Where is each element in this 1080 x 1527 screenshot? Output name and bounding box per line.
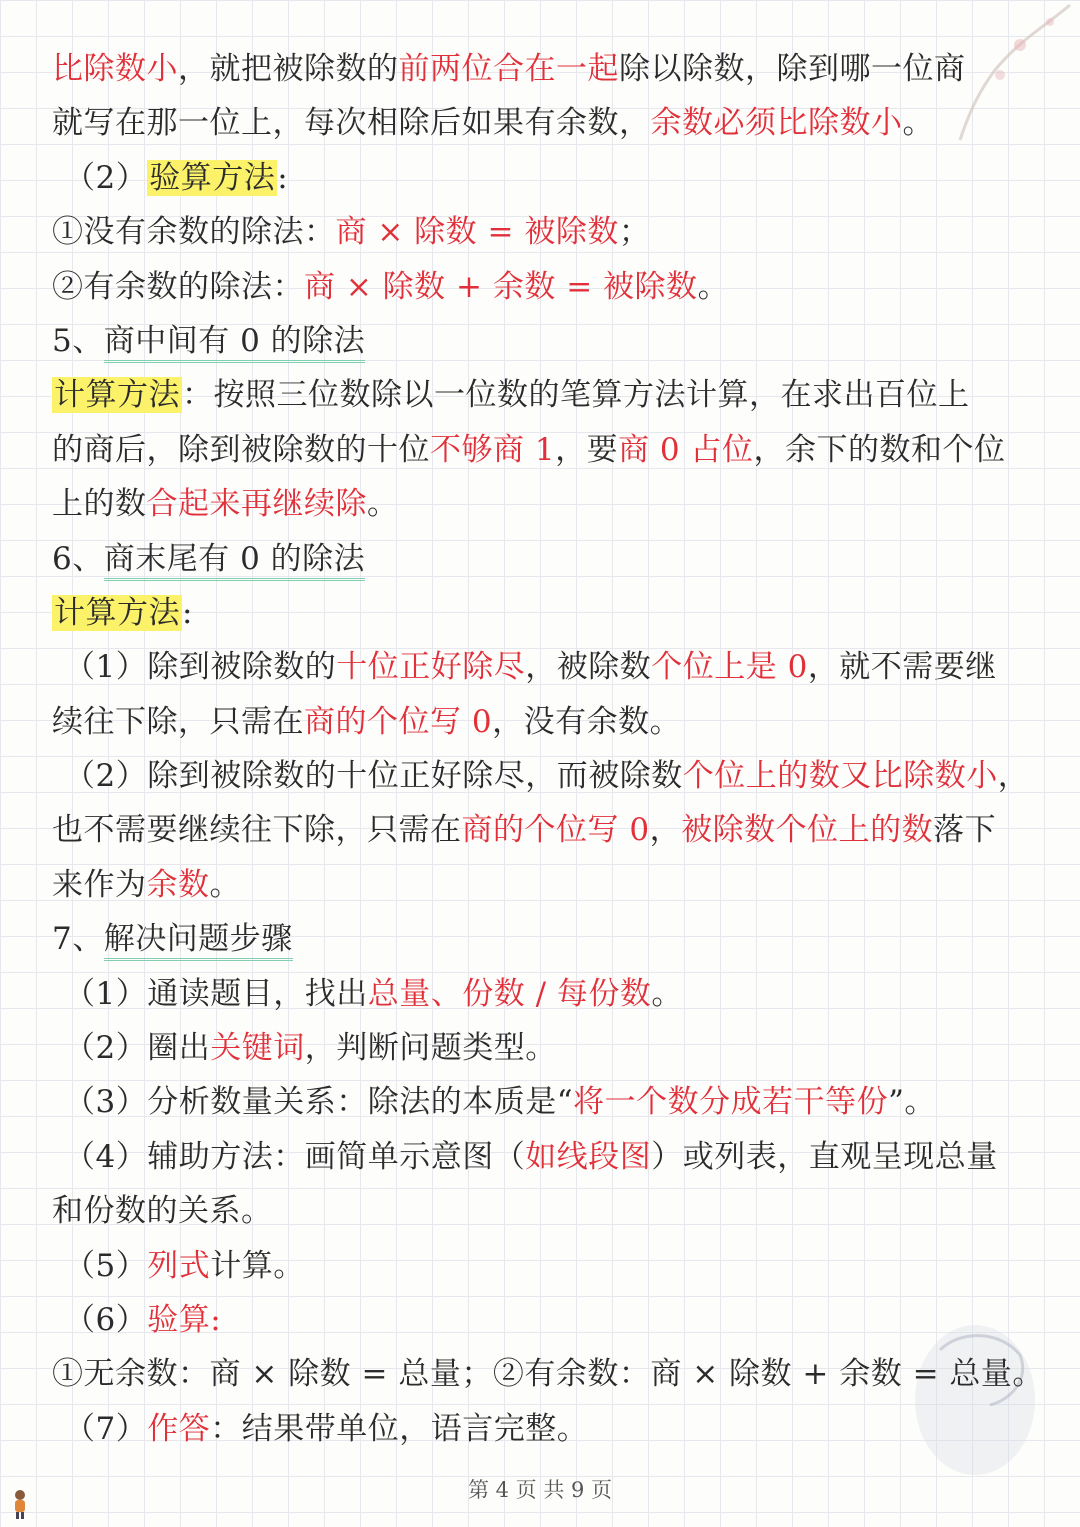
line-text: ①无余数：商 × 除数 = 总量；②有余数：商 × 除数 + 余数 = 总量。 — [52, 1356, 1044, 1393]
emphasis-text: 十位正好除尽 — [336, 649, 526, 686]
emphasis-text: 作答 — [147, 1410, 211, 1447]
emphasis-text: 前两位合在一起 — [398, 51, 619, 87]
line-text: （7） — [64, 1410, 148, 1447]
line-text: ，被除数 — [525, 649, 652, 686]
document-body — [52, 42, 1042, 1456]
highlighted-term: 验算方法 — [149, 159, 276, 196]
emphasis-text: 商 × 除数 + 余数 = 被除数 — [304, 268, 698, 305]
line-text: 上的数 — [52, 486, 147, 523]
line-text: 的商后，除到被除数的十位 — [52, 431, 430, 468]
text-line — [52, 1239, 1042, 1293]
section-heading: 商末尾有 0 的除法 — [104, 541, 365, 581]
emphasis-text: 总量、份数 / 每份数 — [367, 975, 652, 1012]
line-text: 。 — [697, 268, 730, 305]
line-text: 和份数的关系。 — [52, 1193, 273, 1230]
line-text: ①没有余数的除法： — [52, 214, 336, 251]
line-text: ”。 — [888, 1084, 936, 1121]
line-text: （3）分析数量关系：除法的本质是“ — [64, 1084, 574, 1121]
line-text: （1）通读题目，找出 — [64, 975, 368, 1012]
line-text: 6、 — [52, 540, 104, 577]
line-text: ，判断问题类型。 — [304, 1030, 557, 1067]
text-line — [52, 477, 1042, 531]
line-text: ：按照三位数除以一位数的笔算方法计算，在求出百位上 — [182, 377, 970, 414]
emphasis-text: 商 0 占位 — [618, 431, 754, 468]
text-line — [52, 1075, 1042, 1129]
emphasis-text: 比除数小 — [52, 51, 178, 87]
line-text: 也不需要继续往下除，只需在 — [52, 812, 462, 849]
text-line — [52, 314, 1042, 368]
emphasis-text: 验算: — [147, 1301, 222, 1338]
line-text: ， — [997, 758, 1030, 795]
section-heading: 解决问题步骤 — [104, 921, 293, 961]
emphasis-text: 余数 — [146, 866, 210, 903]
text-line — [52, 151, 1042, 205]
highlighted-term: 计算方法 — [54, 594, 180, 631]
line-text: （2） — [64, 159, 148, 196]
line-text: : — [277, 159, 289, 196]
line-text: ，就把被除数的 — [178, 51, 399, 87]
text-line — [52, 42, 1042, 96]
line-text: 。 — [209, 866, 241, 903]
line-text: 7、 — [52, 921, 104, 958]
line-text: ，没有余数。 — [492, 703, 682, 740]
text-line — [52, 1184, 1042, 1238]
line-text: 。 — [367, 486, 399, 523]
text-line — [52, 749, 1042, 803]
line-text: 落下 — [933, 812, 997, 849]
line-text: 计算。 — [210, 1247, 305, 1284]
line-text: （1）除到被除数的 — [64, 649, 337, 686]
line-text: ，要 — [555, 431, 619, 468]
text-line — [52, 586, 1042, 640]
emphasis-text: 商的个位写 0 — [304, 703, 493, 740]
emphasis-text: 个位上是 0 — [651, 649, 808, 686]
emphasis-text: 个位上的数又比除数小 — [682, 758, 998, 795]
emphasis-text: 不够商 1 — [430, 431, 556, 468]
line-text: 5、 — [52, 322, 104, 359]
line-text: : — [182, 594, 193, 631]
emphasis-text: 关键词 — [210, 1030, 305, 1067]
emphasis-text: 列式 — [147, 1247, 211, 1284]
line-text: （6） — [64, 1301, 148, 1338]
line-text: ）或列表，直观呈现总量 — [651, 1138, 998, 1175]
emphasis-text: 将一个数分成若干等份 — [573, 1084, 889, 1121]
section-heading: 商中间有 0 的除法 — [104, 323, 365, 363]
emphasis-text: 合起来再继续除 — [146, 486, 367, 523]
line-text: ②有余数的除法： — [52, 268, 304, 305]
text-line — [52, 1021, 1042, 1075]
text-line — [52, 640, 1042, 694]
line-text: 。 — [902, 105, 934, 142]
emphasis-text: 余数必须比除数小 — [650, 105, 903, 142]
line-text: （2）除到被除数的十位正好除尽，而被除数 — [64, 758, 683, 795]
line-text: （4）辅助方法：画简单示意图（ — [64, 1138, 526, 1175]
text-line — [52, 858, 1042, 912]
text-line — [52, 912, 1042, 966]
line-text: 来作为 — [52, 866, 147, 903]
page-footer: 第 4 页 共 9 页 — [467, 1478, 613, 1502]
line-text: （2）圈出 — [64, 1030, 211, 1067]
text-line — [52, 967, 1042, 1021]
emphasis-text: 如线段图 — [525, 1138, 652, 1175]
text-line — [52, 1293, 1042, 1347]
line-text: ，余下的数和个位 — [753, 431, 1006, 468]
highlighted-term: 计算方法 — [54, 377, 180, 414]
emphasis-text: 被除数个位上的数 — [681, 812, 934, 849]
text-line — [52, 260, 1042, 314]
line-text: 除以除数，除到哪一位商 — [619, 51, 966, 87]
text-line — [52, 205, 1042, 259]
line-text: （5） — [64, 1247, 148, 1284]
text-line — [52, 1347, 1042, 1401]
text-line — [52, 532, 1042, 586]
text-line — [52, 803, 1042, 857]
emphasis-text: 商 × 除数 = 被除数 — [335, 214, 619, 251]
line-text: 续往下除，只需在 — [52, 703, 304, 740]
text-line — [52, 423, 1042, 477]
text-line — [52, 368, 1042, 422]
line-text: ，就不需要继 — [807, 649, 997, 686]
line-text: ：结果带单位，语言完整。 — [210, 1410, 589, 1447]
line-text: ， — [649, 812, 682, 849]
line-text: ； — [618, 214, 651, 251]
text-line — [52, 1130, 1042, 1184]
text-line — [52, 1402, 1042, 1456]
line-text: 。 — [651, 975, 683, 1012]
line-text: 就写在那一位上，每次相除后如果有余数， — [52, 105, 651, 142]
text-line — [52, 695, 1042, 749]
text-line — [52, 96, 1042, 150]
emphasis-text: 商的个位写 0 — [461, 812, 650, 849]
